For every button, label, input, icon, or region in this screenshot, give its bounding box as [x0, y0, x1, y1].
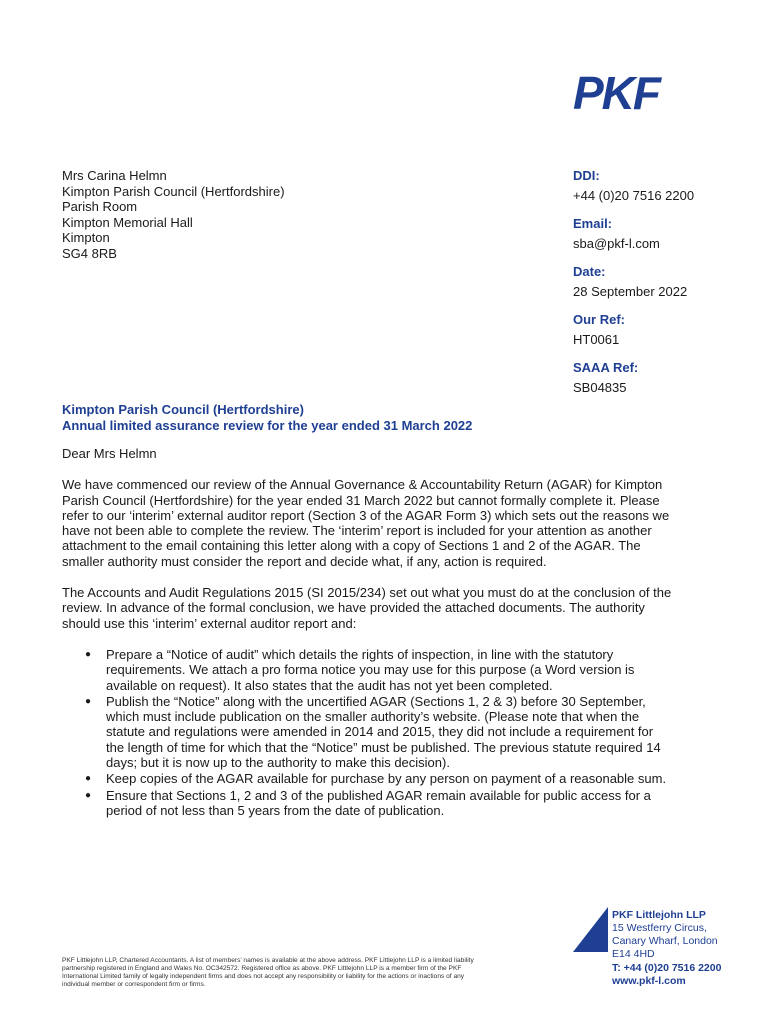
our-ref-label: Our Ref:	[573, 312, 625, 327]
letter-subject	[62, 402, 472, 433]
salutation: Dear Mrs Helmn	[62, 446, 157, 461]
paragraph: The Accounts and Audit Regulations 2015 (SI 2015/234) set out what you must do at the conclusion of the review. In advance of the formal conclusion, we have provided the attached documents. The authority should use this ‘interim’ external auditor report and:	[62, 585, 672, 631]
bullet-icon: ●	[85, 695, 92, 707]
footer-phone: T: +44 (0)20 7516 2200	[612, 962, 722, 974]
requirements-list	[62, 647, 674, 818]
recipient-address	[62, 168, 285, 261]
recipient-address-line: Parish Room	[62, 199, 138, 214]
subject-line-1: Kimpton Parish Council (Hertfordshire)	[62, 402, 304, 417]
pkf-footer-mark-icon	[573, 907, 608, 952]
list-item-text: Ensure that Sections 1, 2 and 3 of the published AGAR remain available for public access for a period of not less than 5 years from the date of publication.	[106, 787, 651, 818]
date-value: 28 September 2022	[573, 283, 688, 299]
footer-firm-name: PKF Littlejohn LLP	[612, 909, 706, 921]
footer-office-address	[612, 909, 718, 961]
ddi-label: DDI:	[573, 168, 600, 183]
email-label: Email:	[573, 216, 613, 231]
recipient-org: Kimpton Parish Council (Hertfordshire)	[62, 183, 285, 199]
saaa-ref-value: SB04835	[573, 379, 627, 395]
footer-contact	[612, 962, 721, 988]
list-item	[85, 646, 674, 693]
pkf-logo	[573, 70, 673, 112]
letter-meta	[573, 168, 694, 395]
recipient-address-line: Kimpton Memorial Hall	[62, 214, 193, 230]
list-item-text: Publish the “Notice” along with the uncertified AGAR (Sections 1, 2 & 3) before 30 September, which must include publication on the smaller authority’s website. (Please note that when the statute and regulations were amended in 2014 and 2015, they did not include a requirement for the length of time for which that the “Notice” must be published. The previous statute required 14 days; but it is now up to the authority to make this decision).	[106, 693, 661, 771]
email-value[interactable]: sba@pkf-l.com	[573, 235, 660, 251]
recipient-address-line: Kimpton	[62, 230, 110, 245]
ddi-value: +44 (0)20 7516 2200	[573, 187, 695, 203]
subject-line-2: Annual limited assurance review for the year ended 31 March 2022	[62, 417, 473, 433]
list-item	[85, 693, 674, 771]
footer-website-link[interactable]: www.pkf-l.com	[612, 975, 686, 987]
recipient-name: Mrs Carina Helmn	[62, 168, 167, 183]
recipient-postcode: SG4 8RB	[62, 245, 117, 261]
logo-text: PKF	[573, 70, 659, 112]
date-label: Date:	[573, 264, 606, 279]
saaa-ref-label: SAAA Ref:	[573, 360, 639, 375]
list-item-text: Keep copies of the AGAR available for purchase by any person on payment of a reasonable sum.	[106, 771, 667, 787]
list-item	[85, 771, 674, 787]
footer-legal-text: PKF Littlejohn LLP, Chartered Accountants. A list of members’ names is available at the above address. PKF Littlejohn LLP is a limited liability partnership registered in England and Wales No. OC342572. Registered office as above. PKF Littlejohn LLP is a member firm of the PKF International Limited family of legally independent firms and does not accept any responsibility or liability for the actions or inactions of any individual member or correspondent firm or firms.	[62, 957, 474, 988]
list-item-text: Prepare a “Notice of audit” which details the rights of inspection, in line with the statutory requirements. We attach a pro forma notice you may use for this purpose (a Word version is available on request). It also states that the audit has not yet been completed.	[106, 646, 635, 693]
our-ref-value: HT0061	[573, 331, 620, 347]
bullet-icon: ●	[85, 789, 92, 801]
footer-address-line: Canary Wharf, London	[612, 935, 718, 947]
bullet-icon: ●	[85, 648, 92, 660]
footer-address-line: 15 Westferry Circus,	[612, 922, 707, 934]
letter-body	[62, 446, 674, 819]
list-item	[85, 787, 674, 819]
paragraph: We have commenced our review of the Annual Governance & Accountability Return (AGAR) for Kimpton Parish Council (Hertfordshire) for the year ended 31 March 2022 but cannot formally complete it. Please refer to our ‘interim’ external auditor report (Section 3 of the AGAR Form 3) which sets out the reasons we have not been able to complete the review. The ‘interim’ report is included for your attention as another attachment to the email containing this letter along with a copy of Sections 1 and 2 of the AGAR. The smaller authority must consider the report and decide what, if any, action is required.	[62, 477, 670, 569]
bullet-icon: ●	[85, 773, 92, 785]
footer-address-line: E14 4HD	[612, 948, 655, 960]
